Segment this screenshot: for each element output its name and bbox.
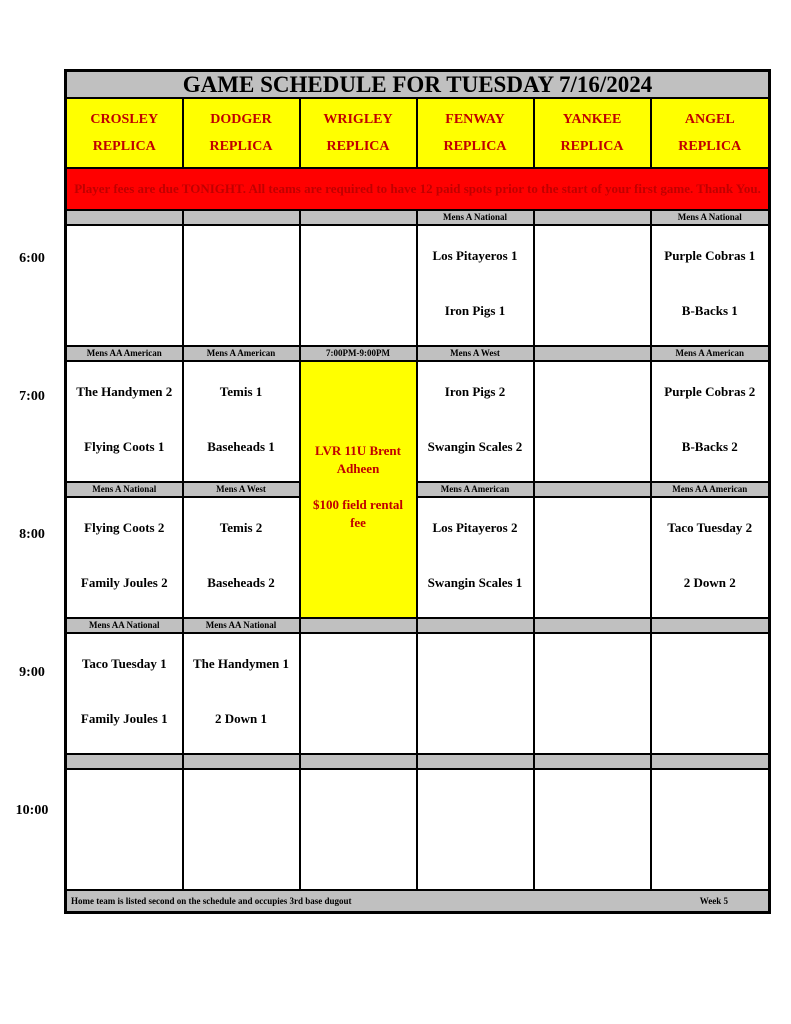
- field-header-wrigley: [300, 98, 417, 168]
- game-row-10: [66, 769, 770, 890]
- division-label: 7:00PM-9:00PM: [300, 346, 417, 361]
- home-team-note: Home team is listed second on the schedule and occupies 3rd base dugout: [71, 896, 352, 906]
- game-cell: [651, 497, 770, 618]
- division-label: [300, 618, 417, 633]
- time-label-10: 10:00: [15, 803, 49, 818]
- time-label-6: 6:00: [19, 251, 45, 266]
- game-cell: [534, 769, 651, 890]
- field-header-fenway: [417, 98, 534, 168]
- field-name: FENWAY: [445, 112, 505, 127]
- game-cell: [66, 497, 183, 618]
- game-cell: [183, 225, 300, 346]
- game-cell: [183, 497, 300, 618]
- home-team: B-Backs 2: [681, 439, 738, 454]
- away-team: Temis 1: [219, 384, 263, 399]
- home-team: Iron Pigs 1: [444, 303, 506, 318]
- division-label: Mens AA National: [183, 618, 300, 633]
- field-name: CROSLEY: [90, 112, 159, 127]
- field-sub: REPLICA: [678, 139, 742, 154]
- field-header-dodger: [183, 98, 300, 168]
- division-label: [417, 618, 534, 633]
- field-header-angel: [651, 98, 770, 168]
- game-cell: [534, 497, 651, 618]
- division-label: Mens A National: [66, 482, 183, 497]
- away-team: Flying Coots 2: [84, 520, 165, 535]
- schedule-title: GAME SCHEDULE FOR TUESDAY 7/16/2024: [66, 71, 770, 99]
- game-row-9: [66, 633, 770, 754]
- away-team: Los Pitayeros 2: [432, 520, 518, 535]
- game-cell: [183, 633, 300, 754]
- home-team: B-Backs 1: [681, 303, 738, 318]
- division-label: [417, 754, 534, 769]
- away-team: The Handymen 2: [76, 384, 173, 399]
- field-sub: REPLICA: [92, 139, 156, 154]
- home-team: Family Joules 1: [80, 711, 168, 726]
- home-team: 2 Down 2: [683, 575, 736, 590]
- field-sub: REPLICA: [209, 139, 273, 154]
- game-cell: [651, 225, 770, 346]
- away-team: Taco Tuesday 1: [81, 656, 167, 671]
- division-label: [534, 618, 651, 633]
- division-label: [183, 210, 300, 225]
- division-row-6: [66, 210, 770, 225]
- division-label: Mens A West: [183, 482, 300, 497]
- division-label: Mens AA American: [651, 482, 770, 497]
- field-name: DODGER: [210, 112, 272, 127]
- game-cell: [534, 225, 651, 346]
- home-team: Flying Coots 1: [84, 439, 165, 454]
- division-label: Mens AA National: [66, 618, 183, 633]
- division-label: Mens A National: [417, 210, 534, 225]
- game-schedule-table: [64, 69, 771, 914]
- division-label: [66, 754, 183, 769]
- game-cell: [417, 225, 534, 346]
- game-cell: [417, 769, 534, 890]
- game-cell: [300, 633, 417, 754]
- division-label: [651, 618, 770, 633]
- game-cell: [66, 633, 183, 754]
- home-team: Swangin Scales 1: [427, 575, 523, 590]
- schedule-footer: [66, 890, 770, 913]
- rental-fee: $100 field rental fee: [312, 497, 404, 530]
- home-team: Baseheads 1: [207, 439, 275, 454]
- field-name: YANKEE: [562, 112, 622, 127]
- time-label-8: 8:00: [19, 527, 45, 542]
- division-label: Mens A West: [417, 346, 534, 361]
- game-cell: [651, 633, 770, 754]
- game-cell: [651, 769, 770, 890]
- division-label: Mens A American: [417, 482, 534, 497]
- field-rental-cell: [300, 361, 417, 618]
- away-team: Taco Tuesday 2: [667, 520, 753, 535]
- division-label: [651, 754, 770, 769]
- division-label: [183, 754, 300, 769]
- game-cell: [66, 361, 183, 482]
- division-label: Mens A National: [651, 210, 770, 225]
- division-label: [300, 754, 417, 769]
- division-label: [534, 210, 651, 225]
- game-cell: [183, 361, 300, 482]
- field-header-row: [66, 98, 770, 168]
- division-row-8: [66, 482, 770, 497]
- time-label-9: 9:00: [19, 665, 45, 680]
- division-row-9: [66, 618, 770, 633]
- field-header-yankee: [534, 98, 651, 168]
- field-name: ANGEL: [684, 112, 735, 127]
- away-team: Iron Pigs 2: [444, 384, 506, 399]
- game-cell: [66, 225, 183, 346]
- division-label: [534, 482, 651, 497]
- game-cell: [534, 633, 651, 754]
- division-label: Mens AA American: [66, 346, 183, 361]
- division-label: [66, 210, 183, 225]
- away-team: Purple Cobras 1: [664, 248, 756, 263]
- away-team: Purple Cobras 2: [664, 384, 756, 399]
- away-team: Los Pitayeros 1: [432, 248, 518, 263]
- game-cell: [417, 497, 534, 618]
- division-row-10: [66, 754, 770, 769]
- away-team: The Handymen 1: [192, 656, 290, 671]
- time-label-7: 7:00: [19, 389, 45, 404]
- game-cell: [66, 769, 183, 890]
- fee-notice: Player fees are due TONIGHT. All teams are required to have 12 paid spots prior to the start of your first game. Thank You.: [66, 168, 770, 210]
- game-cell: [651, 361, 770, 482]
- division-label: [300, 210, 417, 225]
- division-row-7: [66, 346, 770, 361]
- game-cell: [417, 361, 534, 482]
- field-sub: REPLICA: [560, 139, 624, 154]
- rental-team: LVR 11U Brent Adheen: [315, 443, 401, 476]
- division-label: [534, 754, 651, 769]
- home-team: 2 Down 1: [214, 711, 267, 726]
- game-row-7: [66, 361, 770, 482]
- home-team: Family Joules 2: [80, 575, 168, 590]
- field-sub: REPLICA: [326, 139, 390, 154]
- division-label: [534, 346, 651, 361]
- field-sub: REPLICA: [443, 139, 507, 154]
- field-name: WRIGLEY: [323, 112, 393, 127]
- game-cell: [300, 225, 417, 346]
- field-header-crosley: [66, 98, 183, 168]
- game-cell: [417, 633, 534, 754]
- week-label: Week 5: [699, 896, 729, 906]
- game-row-8: [66, 497, 770, 618]
- game-cell: [183, 769, 300, 890]
- division-label: Mens A American: [183, 346, 300, 361]
- home-team: Baseheads 2: [207, 575, 275, 590]
- away-team: Temis 2: [219, 520, 263, 535]
- game-cell: [534, 361, 651, 482]
- home-team: Swangin Scales 2: [427, 439, 523, 454]
- game-row-6: [66, 225, 770, 346]
- game-cell: [300, 769, 417, 890]
- division-label: Mens A American: [651, 346, 770, 361]
